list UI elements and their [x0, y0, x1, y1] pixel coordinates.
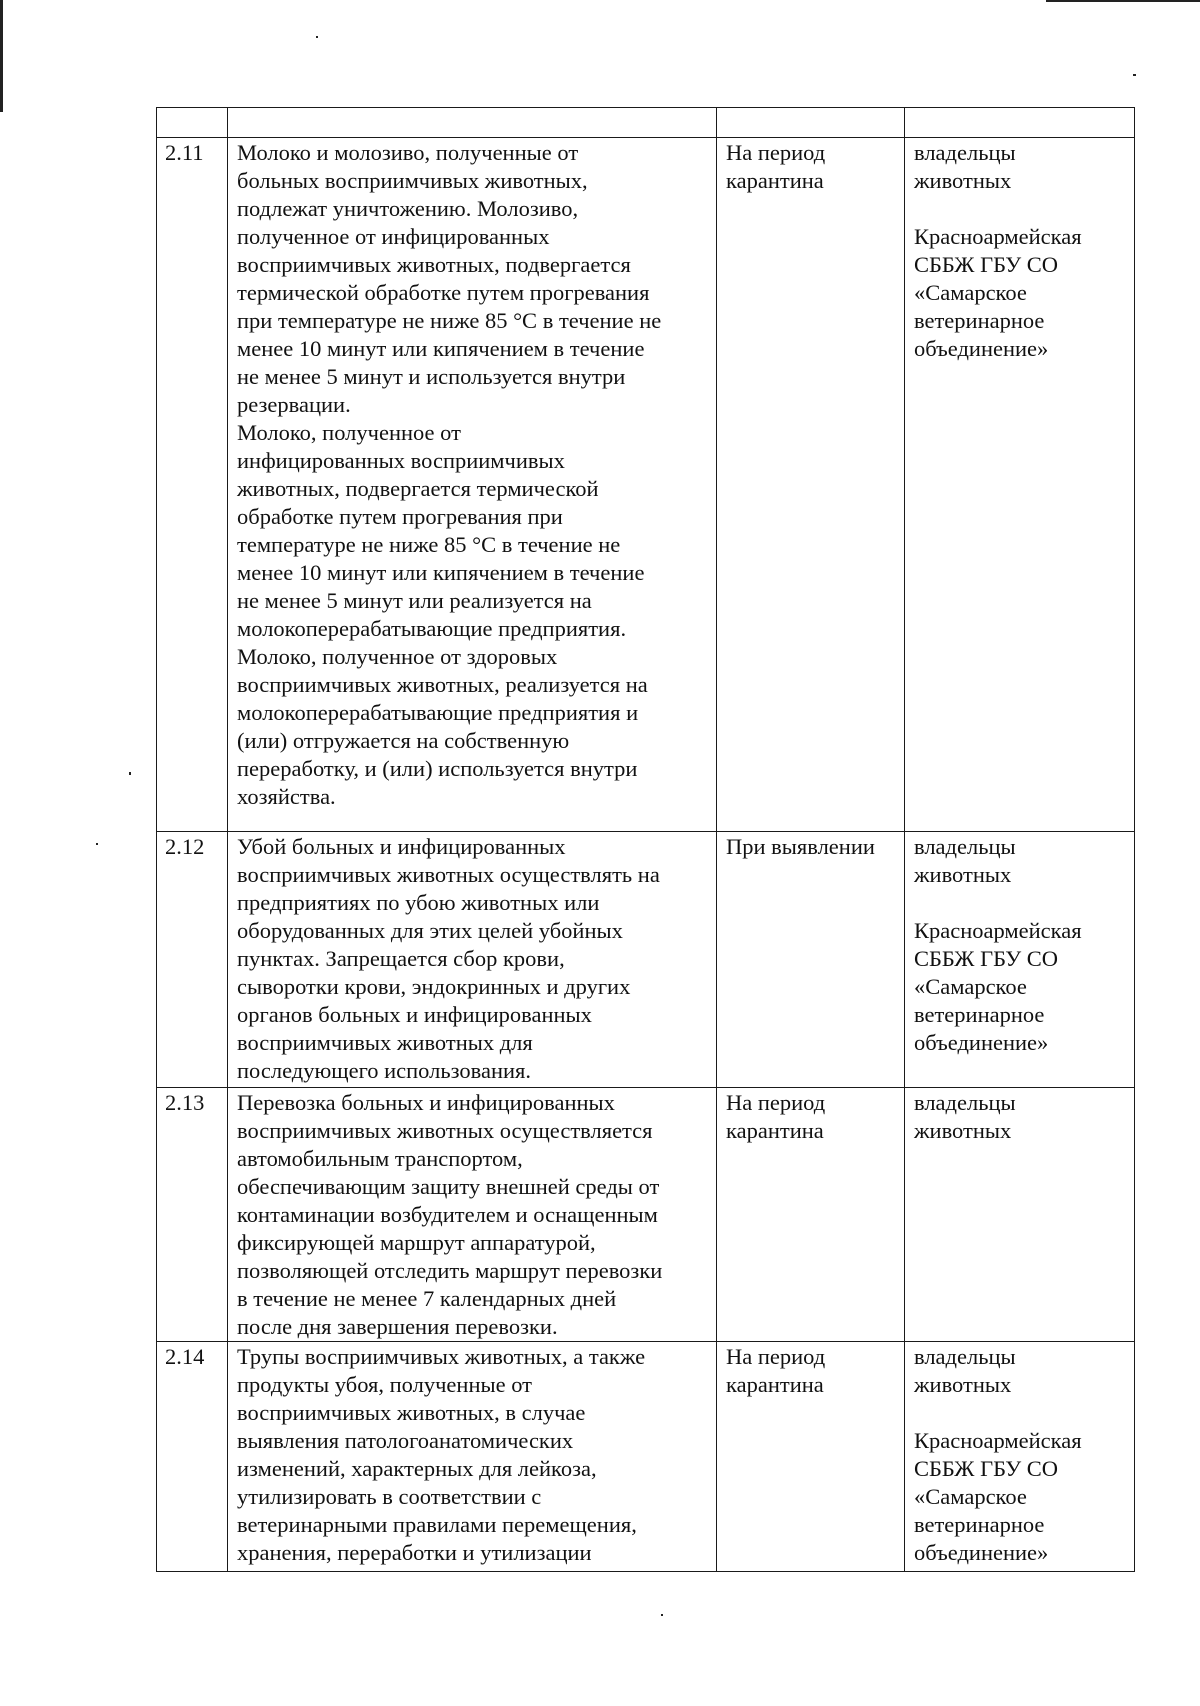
- measures-table: [156, 107, 1135, 1572]
- row-number: 2.11: [165, 140, 204, 165]
- table-row-header-remnant: [157, 108, 1135, 138]
- scan-edge-line-left: [0, 0, 3, 112]
- period-cell: [717, 108, 905, 138]
- period-text: При выявлении: [726, 834, 875, 859]
- measure-paragraph: Молоко и молозиво, полученные от больных восприимчивых животных, подлежат уничтожению. Молозиво, полученное от инфицированных восприимчивых животных, подвергается термической обработке путем прогревания при температуре не ниже 85 °С в течение не менее 10 минут или кипячением в течение не менее 5 минут и используется внутри резервации.: [237, 140, 662, 417]
- table-row: [157, 138, 1135, 832]
- responsible-text: Красноармейская СББЖ ГБУ СО «Самарское ветеринарное объединение»: [914, 1428, 1082, 1565]
- period-text: На период карантина: [726, 140, 826, 193]
- scan-speck: [316, 36, 318, 38]
- scan-speck: [1133, 74, 1136, 76]
- row-number-cell: [157, 1088, 228, 1342]
- measure-paragraph: Молоко, полученное от инфицированных восприимчивых животных, подвергается термической обработке путем прогревания при температуре не ниже 85 °С в течение не менее 10 минут или кипячением в течение не менее 5 минут или реализуется на молокоперерабатывающие предприятия. Молоко, полученное от здоровых восприимчивых животных, реализуется на молокоперерабатывающие предприятия и (или) отгружается на собственную переработку, и (или) используется внутри хозяйства.: [237, 420, 648, 809]
- row-number: 2.13: [165, 1090, 205, 1115]
- row-number-cell: [157, 832, 228, 1088]
- measure-text-cell: [228, 138, 717, 832]
- measure-paragraph: Трупы восприимчивых животных, а также продукты убоя, полученные от восприимчивых животных, в случае выявления патологоанатомических изменений, характерных для лейкоза, утилизировать в соответствии с ветеринарными правилами перемещения, хранения, переработки и утилизации: [237, 1344, 646, 1565]
- table-row: [157, 1088, 1135, 1342]
- responsible-text: Красноармейская СББЖ ГБУ СО «Самарское ветеринарное объединение»: [914, 224, 1082, 361]
- table-row: [157, 1342, 1135, 1572]
- responsible-cell: [905, 832, 1135, 1088]
- responsible-cell: [905, 108, 1135, 138]
- responsible-text: владельцы животных: [914, 140, 1016, 193]
- responsible-text: владельцы животных: [914, 1090, 1016, 1143]
- row-number-cell: [157, 1342, 228, 1572]
- period-cell: [717, 832, 905, 1088]
- responsible-text: владельцы животных: [914, 1344, 1016, 1397]
- period-cell: [717, 1342, 905, 1572]
- period-text: На период карантина: [726, 1090, 826, 1143]
- scan-speck: [661, 1614, 663, 1616]
- measure-text-cell: [228, 1342, 717, 1572]
- responsible-cell: [905, 1342, 1135, 1572]
- row-number-cell: [157, 108, 228, 138]
- row-number: 2.12: [165, 834, 205, 859]
- responsible-cell: [905, 138, 1135, 832]
- period-cell: [717, 138, 905, 832]
- scan-speck: [96, 843, 98, 845]
- measure-text-cell: [228, 108, 717, 138]
- responsible-text: Красноармейская СББЖ ГБУ СО «Самарское ветеринарное объединение»: [914, 918, 1082, 1055]
- responsible-text: владельцы животных: [914, 834, 1016, 887]
- period-text: На период карантина: [726, 1344, 826, 1397]
- measure-paragraph: Убой больных и инфицированных восприимчивых животных осуществлять на предприятиях по убою животных или оборудованных для этих целей убойных пунктах. Запрещается сбор крови, сыворотки крови, эндокринных и других органов больных и инфицированных восприимчивых животных для последующего использования.: [237, 834, 660, 1083]
- measure-text-cell: [228, 832, 717, 1088]
- table-row: [157, 832, 1135, 1088]
- scan-speck: [129, 772, 131, 775]
- measure-paragraph: Перевозка больных и инфицированных восприимчивых животных осуществляется автомобильным транспортом, обеспечивающим защиту внешней среды от контаминации возбудителем и оснащенным фиксирующей маршрут аппаратурой, позволяющей отследить маршрут перевозки в течение не менее 7 календарных дней после дня завершения перевозки.: [237, 1090, 663, 1339]
- measure-text-cell: [228, 1088, 717, 1342]
- responsible-cell: [905, 1088, 1135, 1342]
- period-cell: [717, 1088, 905, 1342]
- scan-edge-line-top-right: [1046, 0, 1200, 2]
- row-number: 2.14: [165, 1344, 205, 1369]
- row-number-cell: [157, 138, 228, 832]
